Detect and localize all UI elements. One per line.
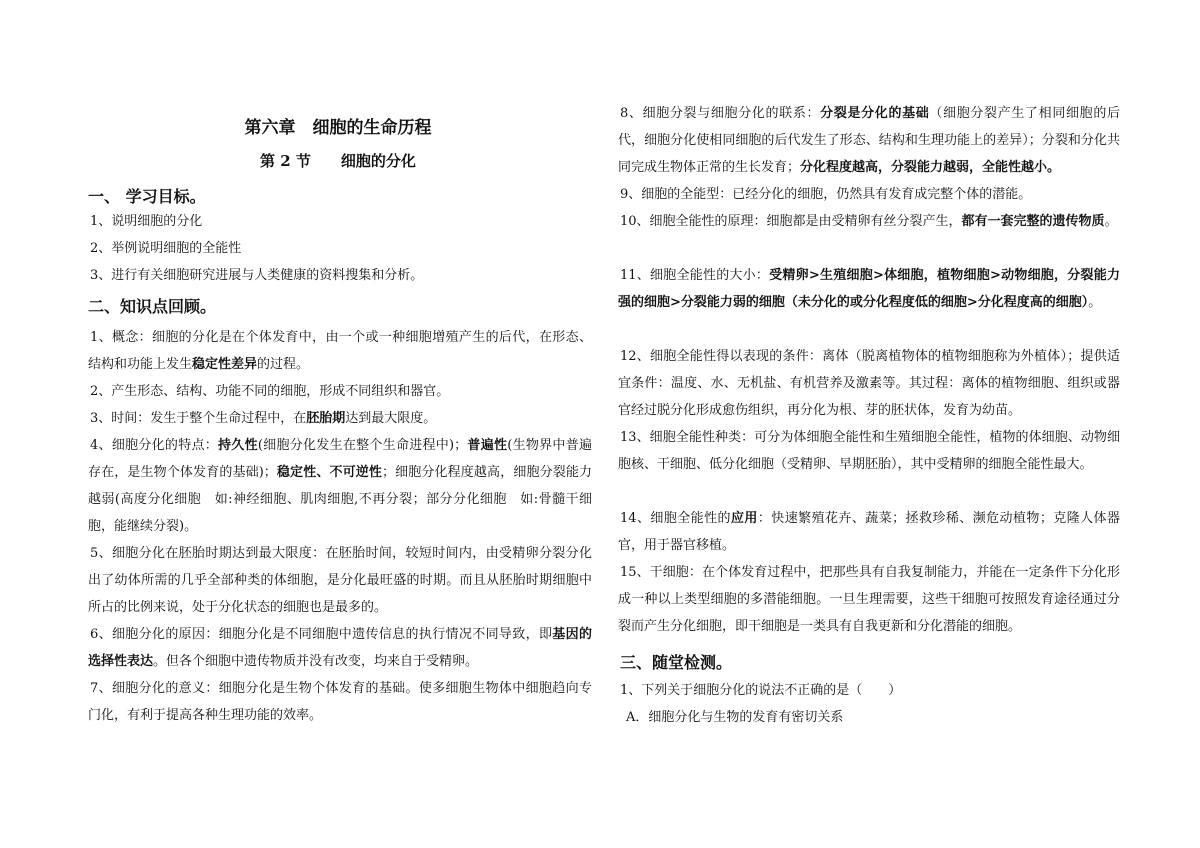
chapter-title: 第六章 细胞的生命历程 <box>244 118 432 138</box>
point-2: 2、产生形态、结构、功能不同的细胞，形成不同组织和器官。 <box>90 384 450 399</box>
point-11: 11、细胞全能性的大小：受精卵>生殖细胞>体细胞，植物细胞>动物细胞，分裂能力强的细胞>分裂能力弱的细胞（未分化的或分化程度低的细胞>分化程度高的细胞）。 <box>618 268 1120 310</box>
point-8: 8、细胞分裂与细胞分化的联系：分裂是分化的基础（细胞分裂产生了相同细胞的后代，细胞分化使相同细胞的后代发生了形态、结构和生理功能上的差异）；分裂和分化共同完成生物体正常的生长发育；分化程度越高，分裂能力越弱，全能性越小。 <box>618 106 1120 175</box>
point-13: 13、细胞全能性种类：可分为体细胞全能性和生殖细胞全能性，植物的体细胞、动物细胞核、干细胞、低分化细胞（受精卵、早期胚胎），其中受精卵的细胞全能性最大。 <box>618 430 1120 472</box>
review-heading: 二、知识点回顾。 <box>88 297 217 316</box>
point-9: 9、细胞的全能型：已经分化的细胞，仍然具有发育成完整个体的潜能。 <box>620 187 1032 202</box>
point-3: 3、时间：发生于整个生命过程中，在胚胎期达到最大限度。 <box>90 411 437 426</box>
goal-item: 1、说明细胞的分化 <box>90 214 203 229</box>
point-6: 6、细胞分化的原因：细胞分化是不同细胞中遗传信息的执行情况不同导致，即基因的选择性表达。但各个细胞中遗传物质并没有改变，均来自于受精卵。 <box>88 627 592 669</box>
section-title: 第 2 节 细胞的分化 <box>260 152 416 170</box>
point-7: 7、细胞分化的意义：细胞分化是生物个体发育的基础。使多细胞生物体中细胞趋向专门化，有利于提高各种生理功能的效率。 <box>88 681 592 723</box>
test-heading: 三、随堂检测。 <box>620 653 733 672</box>
goal-item: 3、进行有关细胞研究进展与人类健康的资料搜集和分析。 <box>90 268 424 283</box>
point-10: 10、细胞全能性的原理：细胞都是由受精卵有丝分裂产生，都有一套完整的遗传物质。 <box>620 214 1118 229</box>
option-a: A．细胞分化与生物的发育有密切关系 <box>626 710 844 725</box>
point-12: 12、细胞全能性得以表现的条件：离体（脱离植物体的植物细胞称为外植体）；提供适宜条件：温度、水、无机盐、有机营养及激素等。其过程：离体的植物细胞、组织或器官经过脱分化形成愈伤组织，再分化为根、芽的胚状体，发育为幼苗。 <box>618 349 1120 418</box>
question-1: 1、下列关于细胞分化的说法不正确的是（ ） <box>620 683 902 698</box>
goal-item: 2、举例说明细胞的全能性 <box>90 241 242 256</box>
point-5: 5、细胞分化在胚胎时期达到最大限度：在胚胎时间，较短时间内，由受精卵分裂分化出了幼体所需的几乎全部种类的体细胞，是分化最旺盛的时期。而且从胚胎时期细胞中所占的比例来说，处于分化状态的细胞也是最多的。 <box>88 546 592 615</box>
goals-heading: 一、 学习目标。 <box>88 187 206 206</box>
point-14: 14、细胞全能性的应用：快速繁殖花卉、蔬菜；拯救珍稀、濒危动植物；克隆人体器官，用于器官移植。 <box>618 511 1120 553</box>
point-1: 1、概念：细胞的分化是在个体发育中，由一个或一种细胞增殖产生的后代，在形态、结构和功能上发生稳定性差异的过程。 <box>88 330 592 372</box>
point-15: 15、干细胞：在个体发育过程中，把那些具有自我复制能力，并能在一定条件下分化形成一种以上类型细胞的多潜能细胞。一旦生理需要，这些干细胞可按照发育途径通过分裂而产生分化细胞，即干细胞是一类具有自我更新和分化潜能的细胞。 <box>618 565 1120 634</box>
point-4: 4、细胞分化的特点：持久性(细胞分化发生在整个生命进程中)；普遍性(生物界中普遍存在，是生物个体发育的基础)；稳定性、不可逆性；细胞分化程度越高，细胞分裂能力越弱(高度分化细胞 如:神经细胞、肌肉细胞,不再分裂；部分分化细胞 如:骨髓干细胞，能继续分裂)。 <box>88 438 592 534</box>
